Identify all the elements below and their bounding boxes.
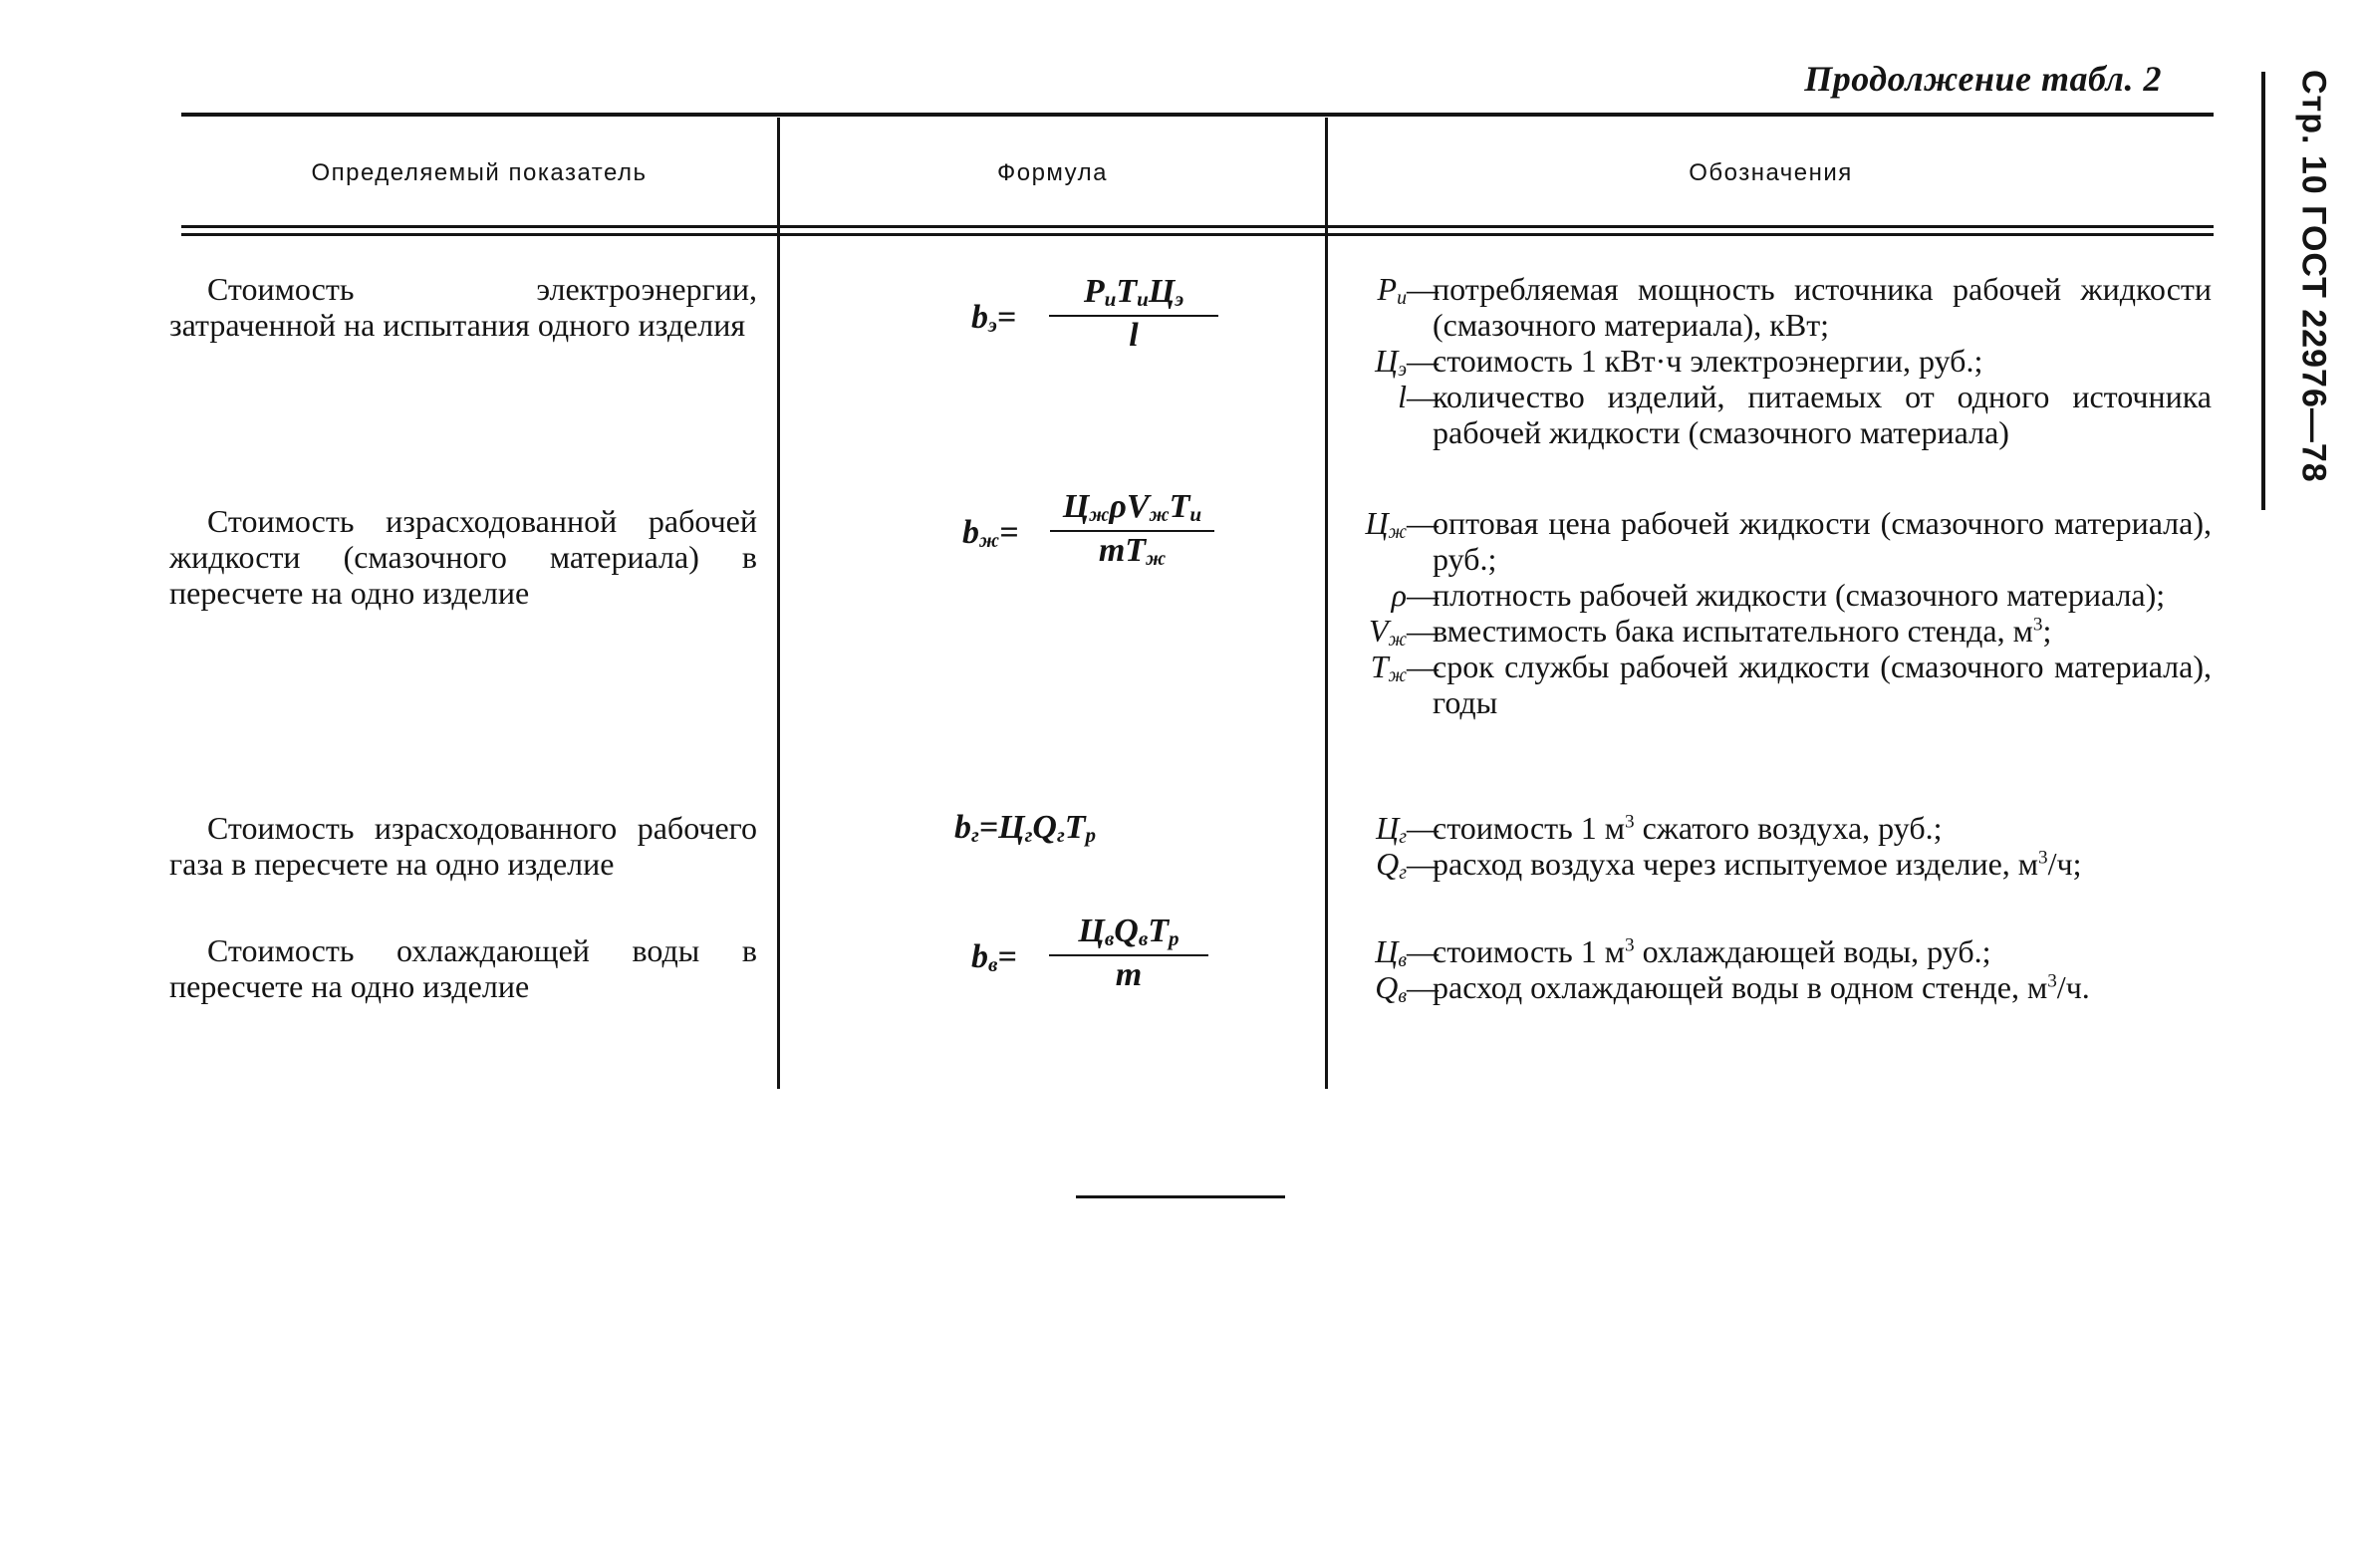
side-page-label-text: Стр. 10 ГОСТ 22976—78 [2294,70,2333,483]
definition-symbol: $Ц_г$ [1376,810,1407,848]
definition-symbol: $V_ж$ [1369,613,1407,651]
column-header-formula: Формула [996,159,1109,186]
definition-text: плотность рабочей жидкости (смазочного материала); [1433,577,2166,613]
header-bottom-rule-1 [181,225,2214,228]
definition-text: количество изделий, питаемых от одного источника рабочей жидкости (смазочного материала) [1433,379,2212,450]
definition-dash: — [1407,649,1439,684]
column-header-designations: Обозначения [1689,159,1853,186]
definition-symbol: $Ц_э$ [1375,343,1407,381]
indicator-cell [169,503,757,611]
definition-symbol: $T_ж$ [1370,649,1407,686]
definition-item [1335,343,2212,379]
definition-dash: — [1407,379,1439,414]
definition-dash: — [1407,810,1439,846]
definition-item [1335,649,2212,720]
definition-dash: — [1407,846,1439,882]
formula-lhs: $b_в=$ [971,938,1017,977]
definition-symbol: $P_и$ [1377,271,1407,309]
definition-text: стоимость 1 $м^3$ охлаждающей воды, руб.; [1433,933,1991,969]
definition-dash: — [1407,505,1439,541]
column-divider-2 [1325,118,1328,1089]
indicator-text: Стоимость израсходованного рабочего газа в пересчете на одно изделие [169,810,757,882]
indicator-text: Стоимость израсходованной рабочей жидкости (смазочного материала) в пересчете на одно изделие [169,503,757,611]
definition-text: оптовая цена рабочей жидкости (смазочного материала), руб.; [1433,505,2212,577]
formula-expression: $Ц_гQ_гT_р$ [998,809,1097,848]
definition-text: срок службы рабочей жидкости (смазочного материала), годы [1433,649,2212,720]
formula-cell: $b_г=Ц_гQ_гT_р$ [954,809,1097,848]
definition-text: расход воздуха через испытуемое изделие, $м^3/ч$; [1433,846,2082,882]
indicator-text: Стоимость электроэнергии, затраченной на испытания одного изделия [169,271,757,343]
formula-lhs: $b_ж=$ [962,514,1019,553]
formula-numerator: $Ц_вQ_вT_р$ [1078,913,1180,951]
header-bottom-rule-2 [181,233,2214,236]
formula-denominator: m [1115,956,1143,993]
indicator-text: Стоимость охлаждающей воды в пересчете на одно изделие [169,932,757,1004]
definition-item [1335,379,2212,450]
table-top-rule [181,113,2214,117]
definition-dash: — [1407,577,1439,613]
definitions-list [1335,933,2212,1005]
definitions-list [1335,271,2212,450]
definition-dash: — [1407,343,1439,379]
definition-symbol: $Ц_ж$ [1365,505,1407,543]
definition-symbol: $Q_в$ [1375,969,1407,1007]
formula-denominator: l [1129,317,1139,354]
definition-symbol: $Q_г$ [1376,846,1407,884]
definition-item [1335,969,2212,1005]
definition-symbol: ρ [1391,577,1407,613]
definition-text: стоимость 1 $м^3$ сжатого воздуха, руб.; [1433,810,1943,846]
definition-text: вместимость бака испытательного стенда, $м^3$; [1433,613,2052,649]
definition-symbol: l [1398,379,1407,414]
definition-item [1335,505,2212,577]
definition-item [1335,810,2212,846]
formula-lhs: $b_э=$ [971,299,1017,338]
definition-item [1335,613,2212,649]
definition-item [1335,271,2212,343]
definition-item [1335,933,2212,969]
side-rule [2261,72,2265,510]
end-of-table-rule [1076,1195,1285,1198]
definition-text: потребляемая мощность источника рабочей жидкости (смазочного материала), кВт; [1433,271,2212,343]
formula-numerator: $P_иT_иЦ_э$ [1083,273,1184,312]
definition-symbol: $Ц_в$ [1375,933,1407,971]
indicator-cell [169,271,757,343]
table-continuation-header: Продолжение табл. 2 [1804,59,2162,99]
indicator-cell [169,932,757,1004]
definition-text: расход охлаждающей воды в одном стенде, $м^3/ч$. [1433,969,2090,1005]
definition-dash: — [1407,271,1439,307]
definition-dash: — [1407,613,1439,649]
formula-numerator: $Ц_ж\rho V_жT_и$ [1062,488,1202,527]
indicator-cell [169,810,757,882]
column-header-indicator: Определяемый показатель [311,159,648,186]
definition-dash: — [1407,933,1439,969]
definition-item [1335,846,2212,882]
definition-dash: — [1407,969,1439,1005]
definition-text: стоимость 1 кВт·ч электроэнергии, руб.; [1433,343,1983,379]
definitions-list [1335,505,2212,720]
definition-item [1335,577,2212,613]
column-divider-1 [777,118,780,1089]
definitions-list [1335,810,2212,882]
side-page-label [2283,70,2343,508]
formula-denominator: $mT_ж$ [1098,532,1167,571]
